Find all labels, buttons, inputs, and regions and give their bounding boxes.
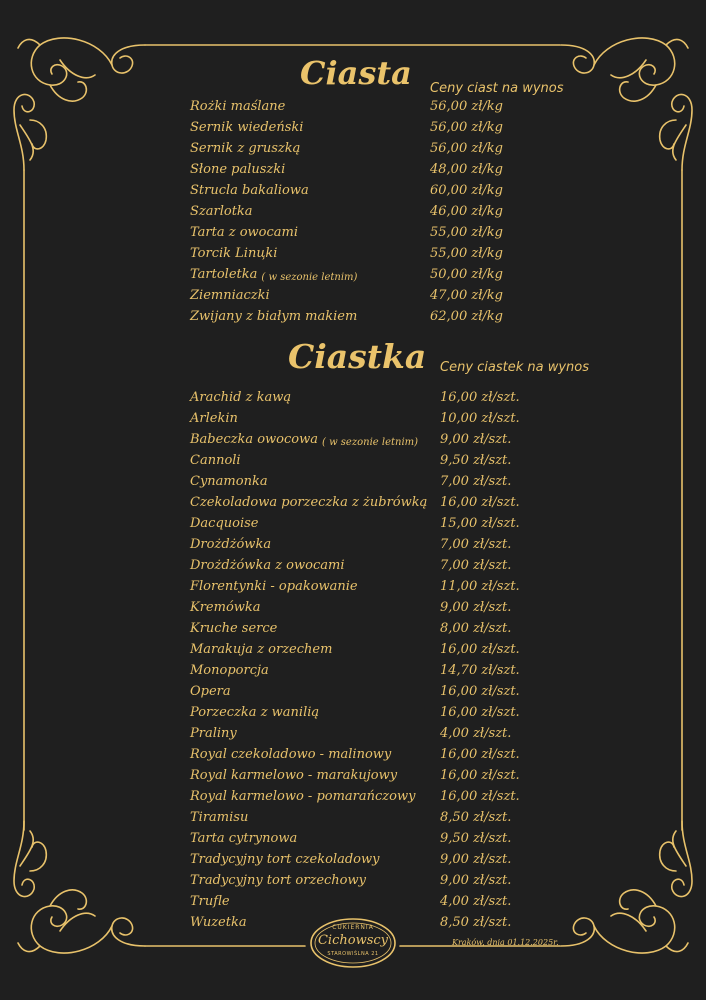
menu-item-name: Tartoletka bbox=[190, 267, 258, 282]
menu-item bbox=[190, 99, 570, 120]
menu-item-name: Szarlotka bbox=[190, 204, 253, 219]
menu-item bbox=[190, 162, 570, 183]
menu-item-name: Czekoladowa porzeczka z żubrówką bbox=[190, 495, 428, 510]
menu-item-price: 14,70 zł/szt. bbox=[440, 663, 520, 678]
menu-item-name: Sernik wiedeński bbox=[190, 120, 304, 135]
menu-item bbox=[190, 309, 570, 330]
menu-item-price: 56,00 zł/kg bbox=[430, 99, 503, 114]
menu-item-name: Porzeczka z wanilią bbox=[190, 705, 320, 720]
menu-item-price: 47,00 zł/kg bbox=[430, 288, 503, 303]
menu-item bbox=[190, 246, 570, 267]
menu-item bbox=[190, 288, 570, 309]
menu-item-note: ( w sezonie letnim) bbox=[261, 272, 358, 283]
menu-item bbox=[190, 789, 570, 810]
menu-item-name: Arlekin bbox=[190, 411, 238, 426]
menu-item-price: 16,00 zł/szt. bbox=[440, 789, 520, 804]
menu-item-name: Tarta cytrynowa bbox=[190, 831, 298, 846]
menu-item bbox=[190, 267, 570, 288]
logo-line-3: STAROWIŚLNA 21 bbox=[327, 951, 379, 957]
menu-item-name: Słone paluszki bbox=[190, 162, 286, 177]
menu-item bbox=[190, 204, 570, 225]
cookies-header: Ceny ciastek na wynos bbox=[440, 360, 590, 375]
menu-item-name: Royal czekoladowo - malinowy bbox=[190, 747, 392, 762]
menu-item-name: Wuzetka bbox=[190, 915, 247, 930]
menu-item-name: Torcik Linцki bbox=[190, 246, 278, 261]
menu-item-price: 4,00 zł/szt. bbox=[440, 894, 512, 909]
menu-item-price: 4,00 zł/szt. bbox=[440, 726, 512, 741]
menu-item-price: 60,00 zł/kg bbox=[430, 183, 503, 198]
menu-item-name: Cannoli bbox=[190, 453, 241, 468]
menu-item bbox=[190, 474, 570, 495]
menu-item bbox=[190, 642, 570, 663]
menu-item-price: 8,50 zł/szt. bbox=[440, 915, 512, 930]
menu-item-price: 8,00 zł/szt. bbox=[440, 621, 512, 636]
menu-item-name: Tarta z owocami bbox=[190, 225, 299, 240]
menu-item bbox=[190, 726, 570, 747]
menu-item-price: 16,00 zł/szt. bbox=[440, 684, 520, 699]
menu-item bbox=[190, 432, 570, 453]
menu-item bbox=[190, 831, 570, 852]
menu-item-name: Drożdżówka z owocami bbox=[190, 558, 345, 573]
menu-item-name: Royal karmelowo - pomarańczowy bbox=[190, 789, 416, 804]
menu-item-price: 55,00 zł/kg bbox=[430, 225, 503, 240]
menu-item-name: Kruche serce bbox=[190, 621, 278, 636]
menu-item-price: 16,00 zł/szt. bbox=[440, 495, 520, 510]
menu-item-name: Opera bbox=[190, 684, 231, 699]
menu-item-name: Trufle bbox=[190, 894, 230, 909]
menu-item bbox=[190, 453, 570, 474]
menu-item bbox=[190, 141, 570, 162]
menu-item-name: Rożki maślane bbox=[190, 99, 286, 114]
menu-item-price: 9,00 zł/szt. bbox=[440, 432, 512, 447]
menu-item bbox=[190, 768, 570, 789]
menu-item bbox=[190, 894, 570, 915]
menu-item-price: 10,00 zł/szt. bbox=[440, 411, 520, 426]
menu-item-name: Babeczka owocowa bbox=[190, 432, 318, 447]
menu-item-price: 9,50 zł/szt. bbox=[440, 453, 512, 468]
menu-item-price: 11,00 zł/szt. bbox=[440, 579, 520, 594]
menu-item bbox=[190, 810, 570, 831]
menu-item-name: Monoporcja bbox=[190, 663, 269, 678]
menu-item-name: Tradycyjny tort orzechowy bbox=[190, 873, 366, 888]
footer-date: Kraków, dnia 01.12.2025r. bbox=[452, 938, 559, 947]
cookies-title: Ciastka bbox=[288, 337, 427, 376]
menu-item-price: 55,00 zł/kg bbox=[430, 246, 503, 261]
menu-item-price: 7,00 zł/szt. bbox=[440, 537, 512, 552]
menu-item-price: 16,00 zł/szt. bbox=[440, 390, 520, 405]
menu-item bbox=[190, 411, 570, 432]
menu-item bbox=[190, 183, 570, 204]
cakes-header: Ceny ciast na wynos bbox=[430, 81, 564, 96]
menu-item-price: 9,00 zł/szt. bbox=[440, 852, 512, 867]
menu-item bbox=[190, 225, 570, 246]
menu-item-price: 16,00 zł/szt. bbox=[440, 747, 520, 762]
menu-item-name: Dacquoise bbox=[190, 516, 259, 531]
menu-item bbox=[190, 390, 570, 411]
menu-item-price: 8,50 zł/szt. bbox=[440, 810, 512, 825]
menu-item bbox=[190, 558, 570, 579]
menu-item bbox=[190, 621, 570, 642]
menu-item-price: 46,00 zł/kg bbox=[430, 204, 503, 219]
menu-item-name: Tiramisu bbox=[190, 810, 249, 825]
menu-item-price: 9,00 zł/szt. bbox=[440, 600, 512, 615]
menu-item-note: ( w sezonie letnim) bbox=[321, 437, 419, 448]
menu-item bbox=[190, 663, 570, 684]
menu-item bbox=[190, 747, 570, 768]
menu-item-price: 62,00 zł/kg bbox=[430, 309, 503, 324]
menu-item-price: 9,50 zł/szt. bbox=[440, 831, 512, 846]
logo-line-1: CUKIERNIA bbox=[332, 924, 374, 931]
menu-item-price: 56,00 zł/kg bbox=[430, 120, 503, 135]
menu-item-name: Praliny bbox=[190, 726, 237, 741]
menu-item-name: Sernik z gruszką bbox=[190, 141, 301, 156]
menu-item-name: Ziemniaczki bbox=[190, 288, 270, 303]
menu-item bbox=[190, 705, 570, 726]
menu-item-name: Drożdżówka bbox=[190, 537, 272, 552]
menu-item-name: Tradycyjny tort czekoladowy bbox=[190, 852, 380, 867]
menu-item-price: 15,00 zł/szt. bbox=[440, 516, 520, 531]
menu-item bbox=[190, 852, 570, 873]
bakery-logo bbox=[310, 918, 396, 968]
menu-item bbox=[190, 537, 570, 558]
menu-item bbox=[190, 600, 570, 621]
menu-item bbox=[190, 516, 570, 537]
menu-item-name: Arachid z kawą bbox=[190, 390, 292, 405]
menu-item-price: 16,00 zł/szt. bbox=[440, 642, 520, 657]
menu-item-name: Royal karmelowo - marakujowy bbox=[190, 768, 398, 783]
menu-item-name: Zwijany z białym makiem bbox=[190, 309, 358, 324]
menu-item-price: 9,00 zł/szt. bbox=[440, 873, 512, 888]
menu-item-price: 16,00 zł/szt. bbox=[440, 705, 520, 720]
menu-item bbox=[190, 684, 570, 705]
menu-item-name: Cynamonka bbox=[190, 474, 268, 489]
menu-item-price: 16,00 zł/szt. bbox=[440, 768, 520, 783]
menu-item-price: 50,00 zł/kg bbox=[430, 267, 503, 282]
cakes-list bbox=[190, 99, 570, 330]
menu-item-name: Florentynki - opakowanie bbox=[190, 579, 358, 594]
menu-item bbox=[190, 495, 570, 516]
menu-item-name: Kremówka bbox=[190, 600, 261, 615]
menu-item bbox=[190, 120, 570, 141]
menu-item bbox=[190, 579, 570, 600]
cakes-title: Ciasta bbox=[300, 54, 412, 92]
menu-item-price: 7,00 zł/szt. bbox=[440, 474, 512, 489]
menu-item-price: 7,00 zł/szt. bbox=[440, 558, 512, 573]
menu-item bbox=[190, 873, 570, 894]
cookies-list bbox=[190, 390, 570, 936]
logo-line-2: Cichowscy bbox=[317, 933, 388, 948]
menu-item-price: 56,00 zł/kg bbox=[430, 141, 503, 156]
menu-item-name: Marakuja z orzechem bbox=[190, 642, 333, 657]
menu-item-price: 48,00 zł/kg bbox=[430, 162, 503, 177]
menu-item-name: Strucla bakaliowa bbox=[190, 183, 309, 198]
